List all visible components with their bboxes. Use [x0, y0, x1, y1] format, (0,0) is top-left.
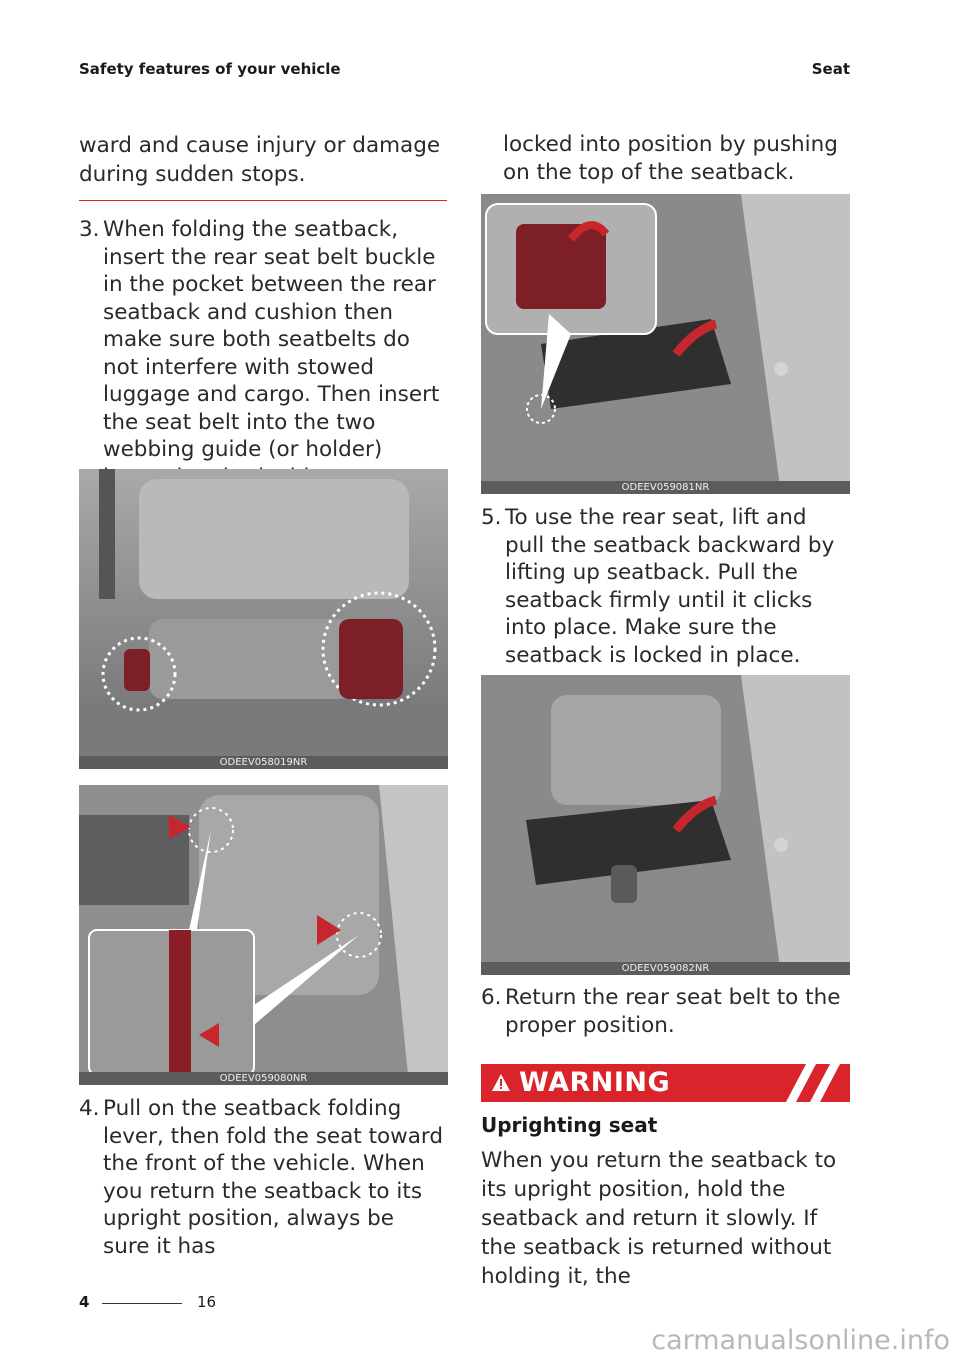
seatback-upright-illustration [481, 675, 850, 975]
warning-stripes [784, 1064, 842, 1102]
warning-banner [481, 1064, 850, 1102]
watermark: carmanualsonline.info [651, 1325, 950, 1356]
figure-4-caption: ODEEV059082NR [481, 962, 850, 975]
continued-paragraph: locked into position by pushing on the top of the seatback. [503, 132, 838, 185]
warning-text: When you return the seatback to its upright position, hold the seatback and return it slowly. If the seatback is returned without holding it, the [481, 1148, 837, 1289]
figure-1-caption: ODEEV058019NR [79, 756, 448, 769]
footer-divider [102, 1303, 182, 1304]
step-6-number: 6. [481, 985, 502, 1010]
intro-paragraph: ward and cause injury or damage during sudden stops. [79, 133, 441, 187]
step-6-text: Return the rear seat belt to the proper position. [505, 985, 841, 1038]
rear-seat-buckles-illustration [79, 469, 448, 769]
figure-3-caption: ODEEV059081NR [481, 481, 850, 494]
step-5-number: 5. [481, 505, 502, 530]
section-title: Safety features of your vehicle [79, 60, 341, 78]
warning-label: WARNING [519, 1067, 671, 1098]
step-5 [481, 504, 849, 669]
figure-seatback-folded [481, 194, 850, 494]
figure-folding-lever [79, 785, 448, 1085]
seatback-folded-illustration [481, 194, 850, 494]
figure-rear-seat-buckles [79, 469, 448, 769]
step-6 [481, 984, 849, 1039]
figure-seatback-upright [481, 675, 850, 975]
warning-triangle-icon [491, 1073, 511, 1093]
step-3-text: When folding the seatback, insert the rear seat belt buckle in the pocket between the rear seatback and cushion then make sure both seatbelts do not interfere with stowed luggage and cargo. Then insert the seat belt into the two webbing guide (or holder) [103, 217, 440, 462]
step-4-text: Pull on the seatback folding lever, then fold the seat toward the front of the vehicle. When you return the seatback to its upright position, always be sure it has [103, 1096, 444, 1259]
folding-lever-illustration [79, 785, 448, 1085]
step-4-number: 4. [79, 1096, 100, 1121]
step-3 [79, 216, 447, 491]
divider-line [79, 200, 447, 201]
step-3-number: 3. [79, 217, 100, 242]
chapter-number: 4 [79, 1293, 90, 1311]
step-4 [79, 1095, 447, 1260]
topic-title: Seat [811, 60, 850, 78]
step-5-text: To use the rear seat, lift and pull the seatback backward by lifting up seatback. Pull the seatback firmly until it clicks into place. Make sure the seatback is locked in place. [505, 505, 835, 668]
warning-heading: Uprighting seat [481, 1113, 658, 1137]
figure-2-caption: ODEEV059080NR [79, 1072, 448, 1085]
page-number: 16 [197, 1293, 217, 1311]
